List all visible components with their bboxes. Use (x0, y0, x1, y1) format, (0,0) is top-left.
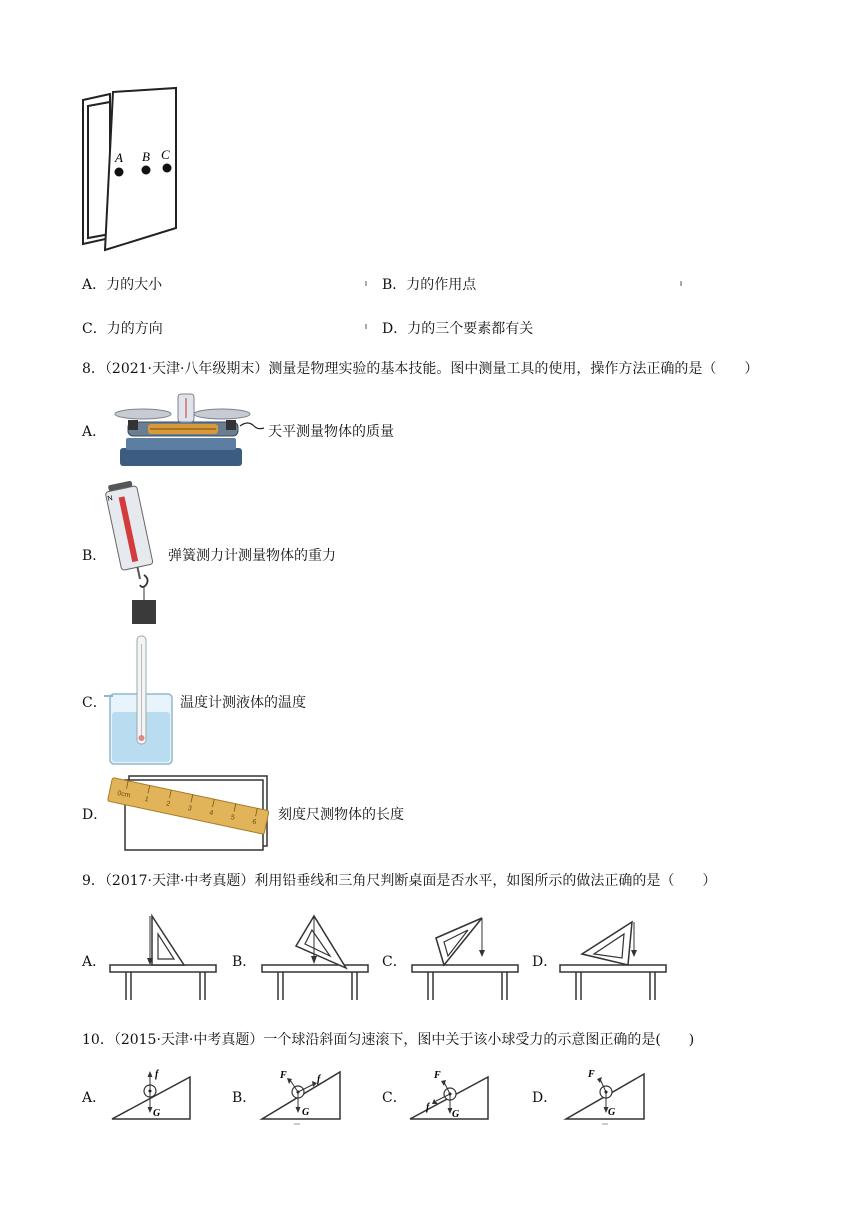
q9-option-c[interactable]: C． (382, 954, 407, 970)
q8-option-b-letter[interactable]: B． (82, 548, 107, 564)
q8-option-a-text: 天平测量物体的质量 (268, 424, 394, 440)
q9-figure-a (108, 912, 220, 1004)
q8-option-c-letter[interactable]: C． (82, 695, 107, 711)
q8-option-d-letter[interactable]: D． (82, 807, 108, 823)
q9-figure-d (558, 912, 670, 1004)
balance-image (108, 390, 268, 470)
q10-option-c[interactable]: C． (382, 1090, 407, 1106)
door-figure (80, 88, 180, 253)
thermometer-beaker-image (105, 634, 180, 769)
q8-option-d-text: 刻度尺测物体的长度 (278, 807, 404, 823)
q7-option-b[interactable]: B．力的作用点 (382, 277, 477, 293)
q8-option-b-text: 弹簧测力计测量物体的重力 (168, 548, 336, 564)
q10-figure-b (260, 1064, 342, 1126)
svg-text:F: F (588, 1069, 595, 1080)
svg-text:4: 4 (208, 809, 214, 818)
svg-text:f: f (317, 1074, 321, 1085)
svg-text:G: G (608, 1107, 616, 1118)
spring-scale-image (100, 482, 170, 642)
q9-figure-b (260, 912, 372, 1004)
ruler-image (103, 772, 278, 852)
svg-text:1: 1 (143, 795, 150, 804)
q9-figure-c (410, 912, 522, 1004)
q10-option-b[interactable]: B． (232, 1090, 257, 1106)
q9-option-b[interactable]: B． (232, 954, 257, 970)
svg-text:G: G (452, 1109, 460, 1120)
marker-dot (365, 281, 367, 286)
q10-figure-d (564, 1064, 646, 1126)
q9-option-a[interactable]: A． (82, 954, 107, 970)
q10-figure-c (408, 1064, 492, 1126)
q8-stem: 8．（2021·天津·八年级期末）测量是物理实验的基本技能。图中测量工具的使用，操作方法正确的是（ ） (82, 361, 759, 377)
svg-text:2: 2 (165, 800, 171, 809)
marker-dot (365, 324, 367, 329)
label-b: B (142, 149, 150, 164)
svg-text:f: f (155, 1069, 159, 1080)
point-b (142, 166, 151, 175)
svg-text:G: G (153, 1108, 161, 1119)
label-c: C (161, 147, 170, 162)
marker-dot (680, 281, 682, 286)
svg-text:5: 5 (230, 814, 236, 822)
svg-text:0cm: 0cm (116, 789, 131, 800)
q7-option-d[interactable]: D．力的三个要素都有关 (382, 321, 534, 337)
q10-figure-a (110, 1064, 192, 1124)
q7-option-c[interactable]: C．力的方向 (82, 321, 163, 337)
svg-text:f: f (426, 1102, 430, 1113)
q9-stem: 9．（2017·天津·中考真题）利用铅垂线和三角尺判断桌面是否水平，如图所示的做法正确的是（ ） (82, 873, 717, 889)
svg-text:F: F (280, 1070, 287, 1081)
q7-option-a[interactable]: A．力的大小 (82, 277, 163, 293)
label-a: A (115, 150, 123, 165)
q10-option-d[interactable]: D． (532, 1090, 558, 1106)
point-a (115, 168, 124, 177)
q10-stem: 10．（2015·天津·中考真题）一个球沿斜面匀速滚下，图中关于该小球受力的示意图正确的是( ) (82, 1032, 695, 1048)
q10-option-a[interactable]: A． (82, 1090, 107, 1106)
svg-text:6: 6 (251, 818, 257, 827)
svg-text:3: 3 (187, 804, 193, 813)
q8-option-a-letter[interactable]: A． (82, 424, 107, 440)
point-c (163, 164, 172, 173)
svg-text:G: G (302, 1107, 310, 1118)
svg-text:N: N (107, 494, 114, 503)
q8-option-c-text: 温度计测液体的温度 (180, 695, 306, 711)
svg-text:F: F (434, 1070, 441, 1081)
q9-option-d[interactable]: D． (532, 954, 558, 970)
